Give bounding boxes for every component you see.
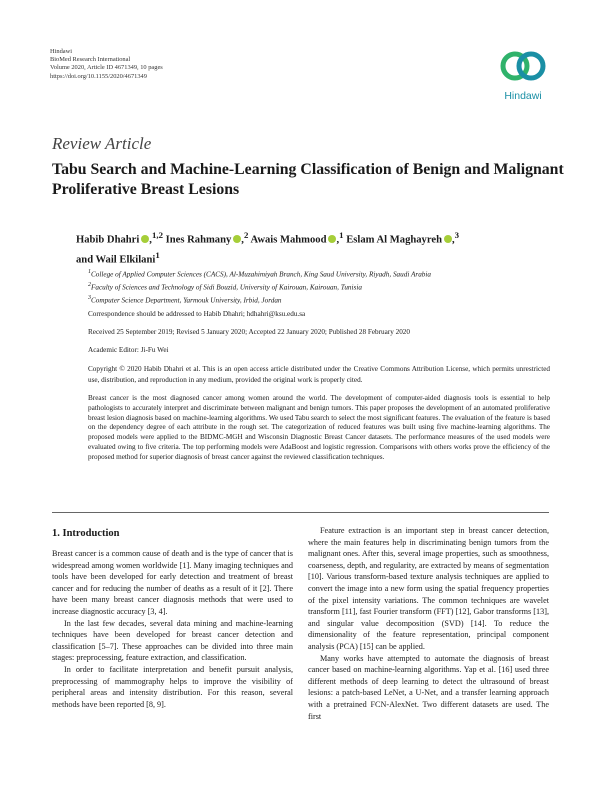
author-name[interactable]: and Wail Elkilani — [76, 254, 156, 266]
section-divider — [52, 512, 549, 513]
affiliations — [88, 267, 558, 306]
right-column — [308, 525, 549, 722]
correspondence: Correspondence should be addressed to Habib Dhahri; hdhahri@ksu.edu.sa — [88, 310, 306, 318]
author-affil-sup: 3 — [454, 230, 460, 240]
author-name[interactable]: Eslam Al Maghayreh — [346, 234, 442, 246]
author-affil-sup: 2 — [243, 230, 249, 240]
paragraph: Breast cancer is a common cause of death and is the type of cancer that is widespread among women worldwide [1]. Many imaging techniques and tools have been developed for early detection and treatment of breast cancer and for reducing the number of deaths as a result of it [2]. There have been many breast cancer diagnosis methods that were used to increase diagnostic accuracy [3, 4]. — [52, 549, 293, 616]
paragraph: In the last few decades, several data mining and machine-learning techniques have been developed for breast cancer detection and classification [5–7]. These approaches can be divided into three main stages: preprocessing, feature extraction, and classification. — [52, 618, 293, 663]
orcid-icon[interactable] — [444, 235, 452, 243]
abstract: Breast cancer is the most diagnosed cancer among women around the world. The development of computer-aided diagnosis tools is essential to help pathologists to accurately interpret and discriminate between malignant and benign tumors. This paper proposes the development of an automated proliferative breast lesion diagnosis based on machine-learning algorithms. We used Tabu search to select the most significant features. The evaluation of the feature is based on the dependency degree of each attribute in the rough set. The categorization of reduced features was built using five machine-learning algorithms. The proposed models were applied to the BIDMC-MGH and Wisconsin Diagnostic Breast Cancer datasets. The performance measures of the used models were evaluated owing to five criteria. The top performing models were AdaBoost and logistic regression. Comparisons with others works prove the efficiency of the proposed method for superior diagnosis of breast cancer against the reviewed classification techniques. — [88, 394, 550, 461]
affiliation-item: $^1$College of Applied Computer Sciences (CACS), Al-Muzahimiyah Branch, King Saud University, Riyadh, Saudi Arabia — [88, 269, 431, 279]
paragraph: In order to facilitate interpretation and benefit pursuit analysis, preprocessing of mammography helps to improve the visibility of peripheral areas and intensity distribution. For this reason, several methods have been reported [8, 9]. — [52, 664, 293, 709]
logo-text: Hindawi — [504, 90, 542, 102]
publisher-name: Hindawi — [50, 48, 73, 55]
section-heading: 1. Introduction — [52, 528, 120, 539]
affiliation-item: $^3$Computer Science Department, Yarmouk University, Irbid, Jordan — [88, 294, 282, 305]
academic-editor: Academic Editor: Ji-Fu Wei — [88, 346, 169, 354]
doi-link[interactable]: https://doi.org/10.1155/2020/4671349 — [50, 72, 147, 80]
orcid-icon[interactable] — [233, 235, 241, 243]
author-list: Habib Dhahri ,$^{1,2}$ Ines Rahmany ,$^2$ Awais Mahmood ,$^1$ Eslam Al Maghayreh ,$^3$ and Wail Elkilani$^1$ — [76, 230, 460, 266]
journal-name: BioMed Research International — [50, 56, 131, 64]
left-column — [52, 548, 293, 710]
article-type: Review Article — [52, 134, 152, 153]
paragraph: Many works have attempted to automate the diagnosis of breast cancer based on machine-learning algorithms. Yap et al. [16] used three different methods of deep learning to detect the ultrasound of breast lesions: a patch-based LeNet, a U-Net, and a transfer learning approach with a pretrained FCN-AlexNet. Two different datasets are used. The first — [308, 653, 549, 721]
author-name[interactable]: Ines Rahmany — [165, 234, 232, 246]
author-affil-sup: 1 — [155, 249, 160, 260]
author-affil-sup: 1 — [339, 230, 344, 240]
hindawi-logo-icon — [497, 44, 549, 88]
orcid-icon[interactable] — [141, 235, 149, 243]
volume-line: Volume 2020, Article ID 4671349, 10 pages — [50, 64, 163, 72]
author-affil-sup: 1,2 — [151, 230, 163, 240]
affiliation-item: $^2$Faculty of Sciences and Technology of Sidi Bouzid, University of Kairouan, Kairouan, Tunisia — [88, 281, 362, 292]
journal-header — [50, 48, 163, 81]
article-title: Tabu Search and Machine-Learning Classification of Benign and Malignant Proliferative Breast Lesions — [52, 161, 564, 198]
orcid-icon[interactable] — [328, 235, 336, 243]
publication-dates: Received 25 September 2019; Revised 5 January 2020; Accepted 22 January 2020; Published 28 February 2020 — [88, 328, 410, 336]
copyright-notice: Copyright © 2020 Habib Dhahri et al. This is an open access article distributed under the Creative Commons Attribution License, which permits unrestricted use, distribution, and reproduction in any medium, provided the original work is properly cited. — [88, 365, 550, 384]
hindawi-logo[interactable] — [497, 44, 549, 106]
author-name[interactable]: Habib Dhahri — [76, 234, 140, 246]
author-name[interactable]: Awais Mahmood — [250, 234, 327, 246]
paragraph: Feature extraction is an important step in breast cancer detection, where the main features help in discriminating benign tumors from the malignant ones. After this, several image properties, such as smoothness, coarseness, depth, and regularity, are extracted by means of segmentation [10]. Various transform-based texture analysis techniques are applied to convert the image into a new form using the spatial frequency properties of the pixel intensity variations. The common techniques are wavelet transform [11], fast Fourier transform (FFT) [12], Gabor transforms [13], and singular value decomposition (SVD) [14]. To reduce the dimensionality of the feature representation, principal component analysis (PCA) [15] can be applied. — [308, 526, 549, 651]
